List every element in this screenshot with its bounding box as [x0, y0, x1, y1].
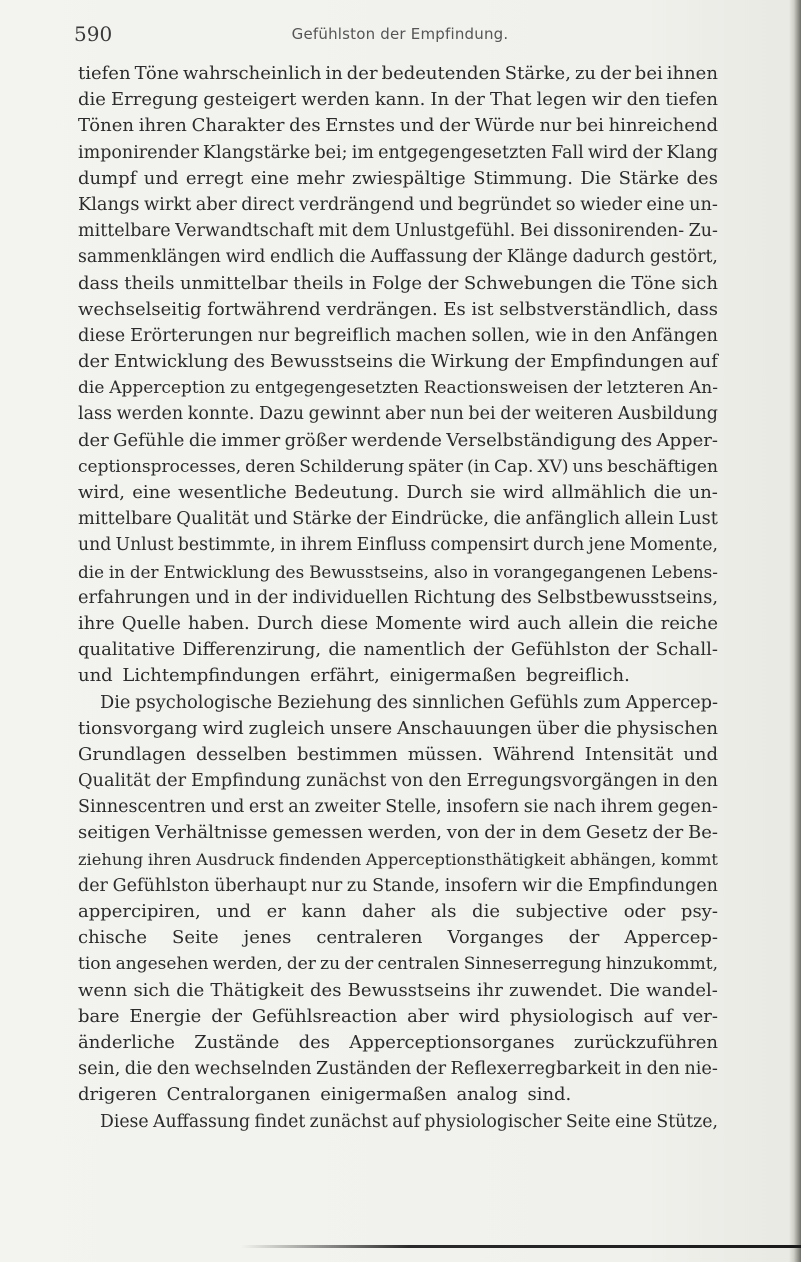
text-line: ihre Quelle haben. Durch diese Momente wird auch allein die reiche — [78, 612, 718, 634]
text-line: sein, die den wechselnden Zuständen der Reflexerregbarkeit in den nie- — [78, 1059, 718, 1080]
running-head: Gefühlston der Empfindung. — [291, 25, 509, 43]
page-edge-shadow — [789, 0, 801, 1262]
page-bottom-edge — [241, 1245, 801, 1248]
text-line: die Erregung gesteigert werden kann. In der That legen wir den tiefen — [78, 89, 718, 111]
text-line: imponirender Klangstärke bei; im entgegengesetzten Fall wird der Klang — [78, 142, 718, 163]
text-line: der Entwicklung des Bewusstseins die Wirkung der Empfindungen auf — [78, 351, 718, 373]
text-line: Tönen ihren Charakter des Ernstes und der Würde nur bei hinreichend — [78, 115, 718, 137]
text-line: tionsvorgang wird zugleich unsere Anschauungen über die physischen — [78, 717, 718, 739]
text-line: lass werden konnte. Dazu gewinnt aber nun bei der weiteren Ausbildung — [78, 404, 718, 425]
body-text — [78, 61, 718, 1135]
text-line: wechselseitig fortwährend verdrängen. Es ist selbstverständlich, dass — [78, 298, 718, 320]
text-line: chische Seite jenes centraleren Vorganges der Appercep- — [78, 927, 718, 949]
text-line: und Unlust bestimmte, in ihrem Einfluss compensirt durch jene Momente, — [78, 535, 718, 556]
text-line: der Gefühlston überhaupt nur zu Stande, insofern wir die Empfindungen — [78, 875, 718, 896]
text-line: dumpf und erregt eine mehr zwiespältige Stimmung. Die Stärke des — [78, 167, 718, 189]
text-line: dass theils unmittelbar theils in Folge der Schwebungen die Töne sich — [78, 272, 718, 294]
text-line: Qualität der Empfindung zunächst von den Erregungsvorgängen in den — [78, 771, 718, 792]
text-line: sammenklängen wird endlich die Auffassung der Klänge dadurch gestört, — [78, 247, 718, 268]
text-line: wenn sich die Thätigkeit des Bewusstseins ihr zuwendet. Die wandel- — [78, 979, 718, 1001]
text-line: drigeren Centralorganen einigermaßen analog sind. — [78, 1084, 572, 1106]
text-line: tion angesehen werden, der zu der centralen Sinneserregung hinzukommt, — [78, 954, 718, 975]
text-line: wird, eine wesentliche Bedeutung. Durch sie wird allmählich die un- — [78, 482, 718, 503]
text-line: ceptionsprocesses, deren Schilderung später (in Cap. XV) uns beschäftigen — [78, 456, 718, 477]
text-line: Grundlagen desselben bestimmen müssen. Während Intensität und — [78, 743, 718, 765]
text-line: Klangs wirkt aber direct verdrängend und begründet so wieder eine un- — [78, 194, 718, 215]
text-line: die Apperception zu entgegengesetzten Reactionsweisen der letzteren An- — [78, 378, 718, 399]
text-line: der Gefühle die immer größer werdende Verselbständigung des Apper- — [78, 429, 718, 451]
text-line: Die psychologische Beziehung des sinnlichen Gefühls zum Appercep- — [100, 692, 718, 713]
text-line: erfahrungen und in der individuellen Richtung des Selbstbewusstseins, — [78, 587, 718, 608]
text-line: mittelbare Verwandtschaft mit dem Unlustgefühl. Bei dissonirenden- Zu- — [78, 221, 718, 242]
text-line: appercipiren, und er kann daher als die subjective oder psy- — [78, 901, 718, 922]
text-line: und Lichtempfindungen erfährt, einigermaßen begreiflich. — [78, 665, 630, 687]
text-line: änderliche Zustände des Apperceptionsorganes zurückzuführen — [78, 1031, 718, 1053]
text-line: tiefen Töne wahrscheinlich in der bedeutenden Stärke, zu der bei ihnen — [78, 63, 718, 84]
page-number: 590 — [74, 22, 113, 46]
text-line: diese Erörterungen nur begreiflich machen sollen, wie in den Anfängen — [78, 325, 718, 346]
page-header — [74, 22, 726, 52]
text-line: ziehung ihren Ausdruck findenden Apperceptionsthätigkeit abhängen, kommt — [78, 849, 718, 869]
text-line: Sinnescentren und erst an zweiter Stelle, insofern sie nach ihrem gegen- — [78, 797, 718, 818]
text-line: mittelbare Qualität und Stärke der Eindrücke, die anfänglich allein Lust — [78, 509, 718, 530]
text-line: die in der Entwicklung des Bewusstseins, also in vorangegangenen Lebens- — [78, 561, 718, 582]
text-line: Diese Auffassung findet zunächst auf physiologischer Seite eine Stütze, — [100, 1111, 718, 1132]
text-line: qualitative Differenzirung, die namentlich der Gefühlston der Schall- — [78, 639, 718, 661]
text-line: bare Energie der Gefühlsreaction aber wird physiologisch auf ver- — [78, 1005, 718, 1027]
text-line: seitigen Verhältnisse gemessen werden, von der in dem Gesetz der Be- — [78, 822, 718, 844]
